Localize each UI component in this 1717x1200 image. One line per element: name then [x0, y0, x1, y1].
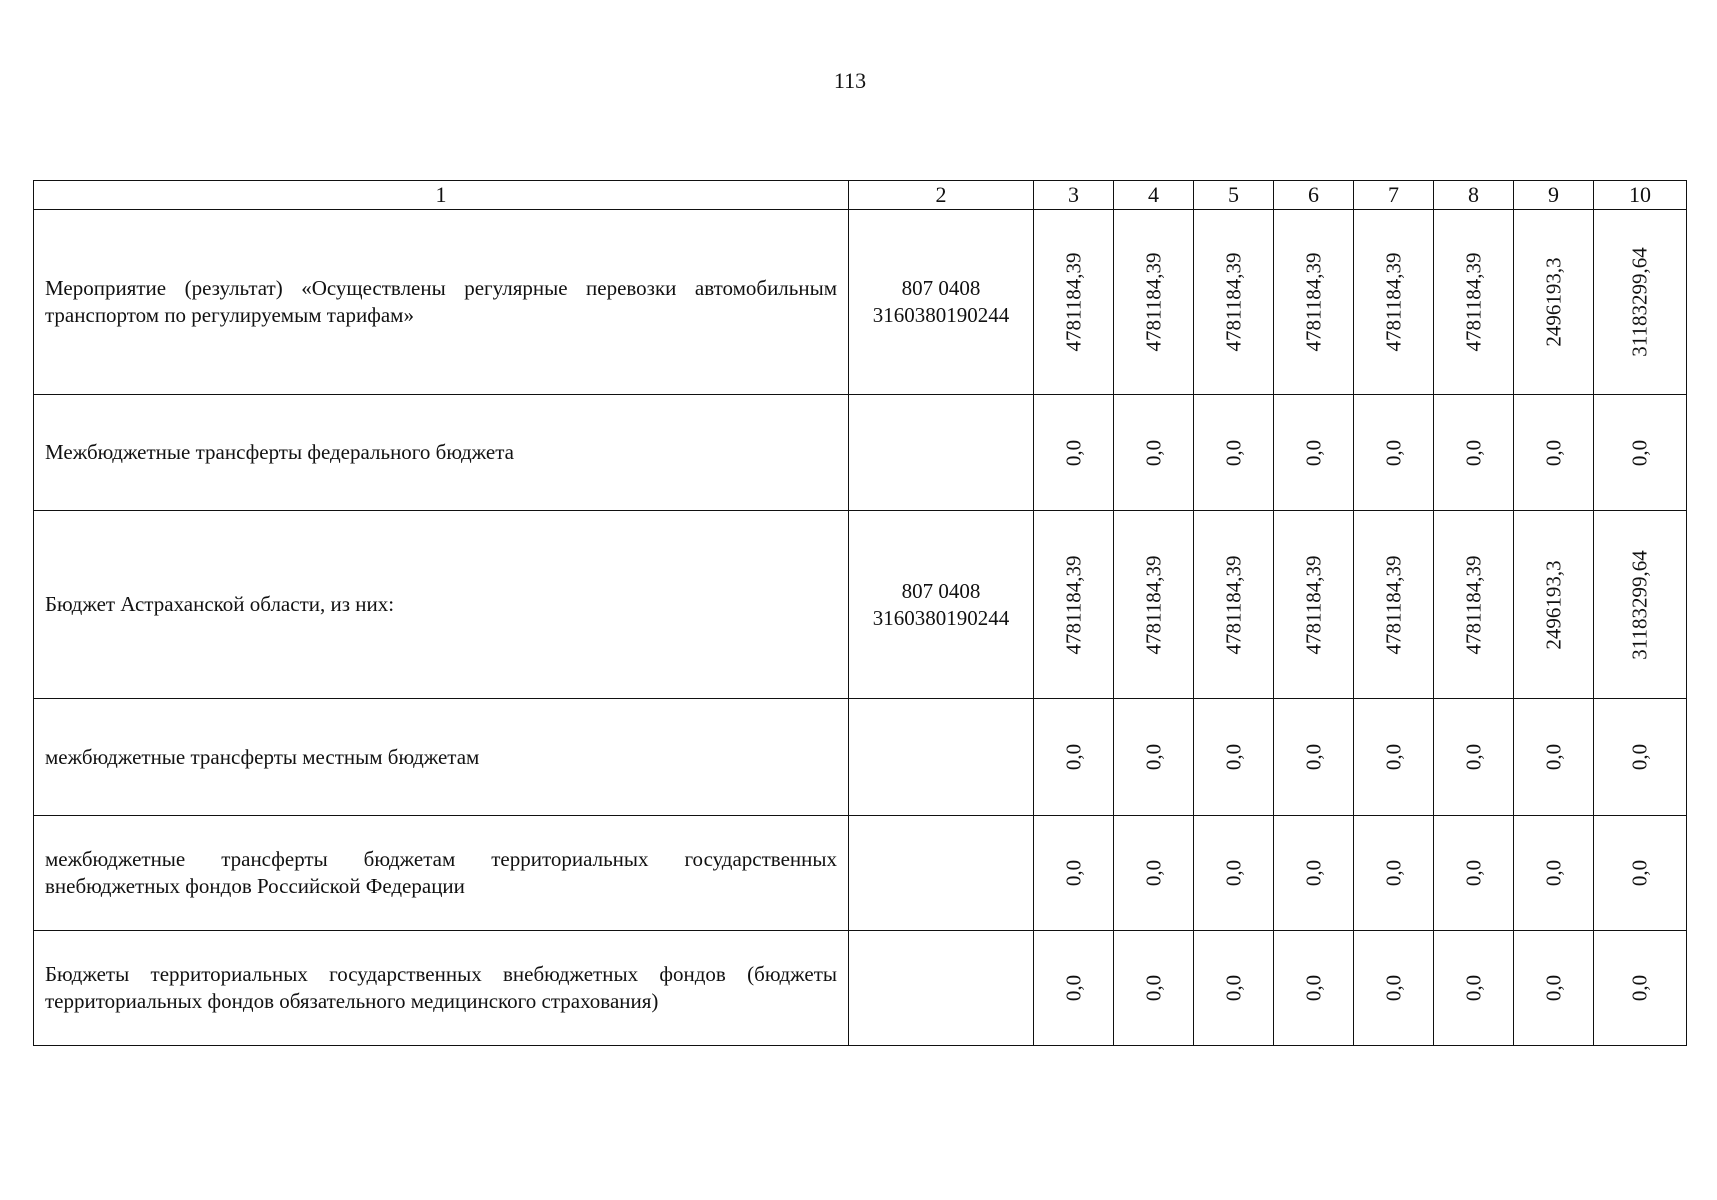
value-cell [1434, 395, 1514, 511]
column-number: 10 [1594, 181, 1687, 210]
budget-code-cell [849, 699, 1034, 816]
value-text: 0,0 [1141, 974, 1165, 1002]
value-cell [1434, 699, 1514, 816]
value-text: 0,0 [1301, 743, 1325, 771]
value-text: 4781184,39 [1461, 252, 1485, 352]
value-cell [1434, 210, 1514, 395]
value-text: 0,0 [1061, 974, 1085, 1002]
value-cell [1114, 816, 1194, 931]
value-cell [1034, 816, 1114, 931]
value-cell [1594, 816, 1687, 931]
column-number: 4 [1114, 181, 1194, 210]
row-label: межбюджетные трансферты местным бюджетам [34, 699, 849, 816]
value-cell [1594, 395, 1687, 511]
value-cell [1594, 931, 1687, 1046]
value-cell [1434, 511, 1514, 699]
value-cell [1354, 816, 1434, 931]
value-cell [1354, 210, 1434, 395]
row-label: Бюджеты территориальных государственных внебюджетных фондов (бюджеты территориальных фондов обязательного медицинского страхования) [34, 931, 849, 1046]
value-cell [1514, 210, 1594, 395]
value-cell [1274, 816, 1354, 931]
table-row [34, 511, 1687, 699]
value-cell [1594, 511, 1687, 699]
value-cell [1114, 511, 1194, 699]
value-text: 0,0 [1221, 974, 1245, 1002]
value-cell [1354, 395, 1434, 511]
value-cell [1514, 395, 1594, 511]
row-label: межбюджетные трансферты бюджетам территориальных государственных внебюджетных фондов Российской Федерации [34, 816, 849, 931]
column-number: 6 [1274, 181, 1354, 210]
value-text: 0,0 [1627, 439, 1652, 466]
value-text: 0,0 [1381, 974, 1405, 1002]
value-text: 4781184,39 [1301, 555, 1325, 654]
table-row [34, 931, 1687, 1046]
value-cell [1434, 931, 1514, 1046]
value-text: 0,0 [1381, 439, 1405, 466]
value-cell [1194, 931, 1274, 1046]
value-text: 0,0 [1461, 743, 1485, 771]
table-row [34, 210, 1687, 395]
value-text: 2496193,3 [1541, 559, 1565, 650]
value-text: 0,0 [1541, 439, 1565, 466]
budget-code-line: 3160380190244 [872, 303, 1010, 327]
table-row [34, 816, 1687, 931]
value-cell [1194, 395, 1274, 511]
value-cell [1434, 816, 1514, 931]
value-text: 0,0 [1627, 974, 1652, 1002]
value-text: 0,0 [1627, 743, 1652, 771]
value-text: 0,0 [1141, 859, 1165, 887]
value-text: 4781184,39 [1301, 252, 1325, 352]
value-text: 0,0 [1301, 439, 1325, 466]
value-cell [1034, 511, 1114, 699]
column-number: 1 [34, 181, 849, 210]
budget-code-cell [849, 816, 1034, 931]
value-cell [1194, 210, 1274, 395]
value-text: 0,0 [1061, 859, 1085, 887]
budget-code-line: 807 0408 [901, 276, 981, 300]
value-text: 4781184,39 [1141, 252, 1165, 352]
value-text: 4781184,39 [1461, 555, 1485, 654]
budget-code-cell [849, 931, 1034, 1046]
value-cell [1514, 816, 1594, 931]
value-cell [1114, 931, 1194, 1046]
value-cell [1514, 931, 1594, 1046]
budget-code-line: 3160380190244 [872, 605, 1010, 630]
value-text: 0,0 [1541, 743, 1565, 771]
budget-code-line: 807 0408 [901, 578, 981, 603]
value-text: 0,0 [1221, 859, 1245, 887]
value-text: 0,0 [1061, 439, 1085, 466]
column-number: 9 [1514, 181, 1594, 210]
value-cell [1274, 699, 1354, 816]
value-text: 0,0 [1627, 859, 1652, 887]
value-cell [1514, 511, 1594, 699]
value-cell [1034, 699, 1114, 816]
value-cell [1274, 931, 1354, 1046]
value-cell [1194, 699, 1274, 816]
value-text: 0,0 [1141, 743, 1165, 771]
value-cell [1194, 816, 1274, 931]
value-text: 31183299,64 [1627, 549, 1652, 660]
value-cell [1594, 699, 1687, 816]
value-cell [1514, 699, 1594, 816]
value-cell [1114, 210, 1194, 395]
value-text: 0,0 [1541, 859, 1565, 887]
column-number: 2 [849, 181, 1034, 210]
value-cell [1034, 931, 1114, 1046]
value-text: 4781184,39 [1061, 252, 1085, 352]
row-label: Мероприятие (результат) «Осуществлены регулярные перевозки автомобильным транспортом по регулируемым тарифам» [34, 210, 849, 395]
value-text: 4781184,39 [1061, 555, 1085, 654]
value-cell [1354, 511, 1434, 699]
value-text: 0,0 [1221, 439, 1245, 466]
value-text: 2496193,3 [1541, 257, 1565, 347]
budget-code-cell [849, 511, 1034, 699]
value-cell [1274, 395, 1354, 511]
value-text: 4781184,39 [1141, 555, 1165, 654]
value-cell [1354, 931, 1434, 1046]
column-number-row [34, 181, 1687, 210]
value-text: 0,0 [1381, 743, 1405, 771]
value-text: 31183299,64 [1627, 247, 1652, 357]
table-row [34, 699, 1687, 816]
value-text: 0,0 [1301, 859, 1325, 887]
page-number: 113 [833, 68, 867, 93]
budget-table [33, 180, 1687, 1046]
value-text: 0,0 [1541, 974, 1565, 1002]
value-text: 4781184,39 [1381, 555, 1405, 654]
value-text: 4781184,39 [1221, 555, 1245, 654]
column-number: 7 [1354, 181, 1434, 210]
value-cell [1354, 699, 1434, 816]
column-number: 8 [1434, 181, 1514, 210]
table-row [34, 395, 1687, 511]
budget-code-cell [849, 395, 1034, 511]
value-cell [1034, 395, 1114, 511]
column-number: 5 [1194, 181, 1274, 210]
row-label: Бюджет Астраханской области, из них: [34, 511, 849, 699]
value-cell [1274, 210, 1354, 395]
value-cell [1114, 395, 1194, 511]
value-text: 0,0 [1461, 974, 1485, 1002]
value-text: 4781184,39 [1221, 252, 1245, 352]
value-cell [1114, 699, 1194, 816]
value-text: 0,0 [1221, 743, 1245, 771]
value-cell [1274, 511, 1354, 699]
value-cell [1194, 511, 1274, 699]
value-text: 0,0 [1381, 859, 1405, 887]
value-text: 0,0 [1301, 974, 1325, 1002]
row-label: Межбюджетные трансферты федерального бюджета [34, 395, 849, 511]
value-text: 0,0 [1461, 439, 1485, 466]
value-text: 0,0 [1061, 743, 1085, 771]
column-number: 3 [1034, 181, 1114, 210]
value-text: 0,0 [1461, 859, 1485, 887]
value-cell [1594, 210, 1687, 395]
value-text: 0,0 [1141, 439, 1165, 466]
budget-code-cell [849, 210, 1034, 395]
value-text: 4781184,39 [1381, 252, 1405, 352]
value-cell [1034, 210, 1114, 395]
